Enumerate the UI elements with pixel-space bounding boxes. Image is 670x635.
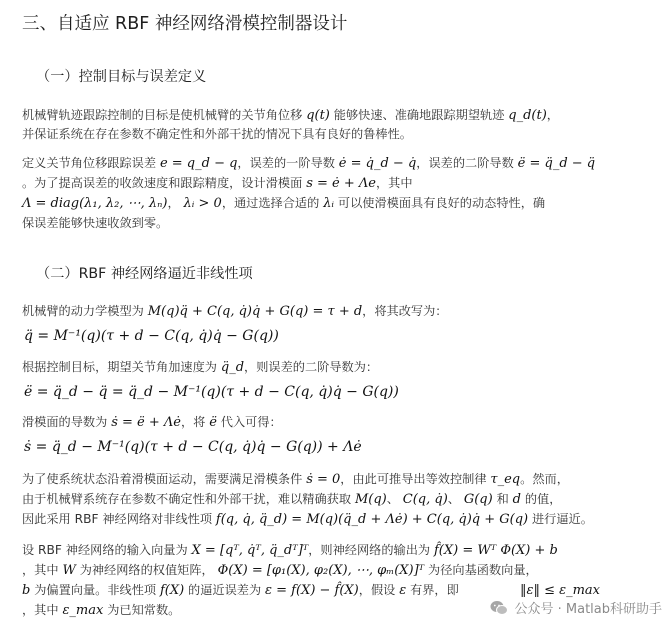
paragraph-rbf-line2 xyxy=(22,562,538,579)
math-lambda: Λ = diag(λ₁, λ₂, ⋯, λₙ) xyxy=(22,196,168,211)
text: ，假设 xyxy=(358,583,396,597)
paragraph-equivalent-line2 xyxy=(22,491,561,508)
paragraph-rbf-line1 xyxy=(22,542,558,559)
math-lambda-i: λᵢ > 0 xyxy=(183,196,222,211)
text: ， xyxy=(167,196,180,210)
paragraph-rbf-line3 xyxy=(22,582,459,599)
math-lambda-i: λᵢ xyxy=(323,196,335,211)
math-fX: f(X) xyxy=(159,583,185,598)
text: 为已知常数。 xyxy=(107,603,181,617)
text: 、 xyxy=(447,492,460,506)
math-C: C(q, q̇) xyxy=(402,492,448,507)
text: 设 RBF 神经网络的输入向量为 xyxy=(22,543,188,557)
math-s-dot-zero: ṡ = 0 xyxy=(306,472,341,487)
text: ，由此可推导出等效控制律 xyxy=(340,472,487,486)
text: ，将 xyxy=(180,415,206,429)
text: 。为了提高误差的收敛速度和跟踪精度，设计滑模面 xyxy=(22,176,303,190)
text: ，则神经网络的输出为 xyxy=(308,543,431,557)
paragraph-goal-line1 xyxy=(22,107,559,124)
math-tau-eq: τ_eq xyxy=(490,472,521,487)
text: 、 xyxy=(386,492,399,506)
text: 为偏置向量。非线性项 xyxy=(34,583,157,597)
text: 。然而， xyxy=(520,472,569,486)
math-bound-text: ‖ε‖ ≤ ε_max xyxy=(520,583,601,598)
text: 为神经网络的权值矩阵， xyxy=(79,563,214,577)
text: ，其中 xyxy=(22,563,59,577)
math-qd: q_d(t) xyxy=(508,108,547,123)
text: 滑模面的导数为 xyxy=(22,415,108,429)
text: ，误差的一阶导数 xyxy=(237,156,335,170)
watermark xyxy=(490,598,662,617)
math-e-ddot: ë = q̈_d − q̈ xyxy=(517,156,596,171)
text: 定义关节角位移跟踪误差 xyxy=(22,156,157,170)
math-sliding-surface: s = ė + Λe xyxy=(306,176,376,191)
math-epsilon: ε xyxy=(399,583,407,598)
paragraph-error-line3 xyxy=(22,195,545,212)
page-title: 三、自适应 RBF 神经网络滑模控制器设计 xyxy=(22,14,348,34)
text: ，误差的二阶导数 xyxy=(416,156,514,170)
paragraph-error-line4: 保误差能够快速收敛到零。 xyxy=(22,216,169,230)
paragraph-rbf-line4 xyxy=(22,602,180,619)
paragraph-dynamics xyxy=(22,303,447,320)
math-e-ddot: ë xyxy=(209,415,217,430)
text: ，其中 xyxy=(22,603,59,617)
paragraph-surface-derivative xyxy=(22,414,282,431)
text: 为了使系统状态沿着滑模面运动，需要满足滑模条件 xyxy=(22,472,303,486)
math-qdd-d: q̈_d xyxy=(220,360,245,375)
paragraph-goal-line2: 并保证系统在存在参数不确定性和外部干扰的情况下具有良好的鲁棒性。 xyxy=(22,127,412,141)
equation-qdd: q̈ = M⁻¹(q)(τ + d − C(q, q̇)q̇ − G(q)) xyxy=(24,328,279,344)
paragraph-error-line2 xyxy=(22,175,413,192)
math-G: G(q) xyxy=(463,492,493,507)
math-b: b xyxy=(22,583,31,598)
text: 根据控制目标，期望关节角加速度为 xyxy=(22,360,217,374)
text: 因此采用 RBF 神经网络对非线性项 xyxy=(22,512,213,526)
text: 可以使滑模面具有良好的动态特性，确 xyxy=(337,196,546,210)
watermark-text: 公众号 · Matlab科研助手 xyxy=(514,602,662,617)
paragraph-equivalent-line3 xyxy=(22,511,593,528)
text: 代入可得： xyxy=(220,415,282,429)
text: ，通过选择合适的 xyxy=(221,196,320,210)
paragraph-desired-accel xyxy=(22,359,378,376)
text: 由于机械臂系统存在参数不确定性和外部干扰，难以精确获取 xyxy=(22,492,352,506)
math-e-dot: ė = q̇_d − q̇ xyxy=(338,156,417,171)
math-W: W xyxy=(62,563,76,578)
math-e: e = q_d − q xyxy=(159,156,238,171)
section2-heading: （二）RBF 神经网络逼近非线性项 xyxy=(36,266,253,282)
math-f-def: f(q, q̇, q̈_d) = M(q)(q̈_d + Λė) + C(q, q̇)q̇ + G(q) xyxy=(215,512,529,527)
text: 机械臂轨迹跟踪控制的目标是使机械臂的关节角位移 xyxy=(22,108,303,122)
math-epsilon-def: ε = f(X) − f̂(X) xyxy=(265,583,359,598)
math-epsilon-bound xyxy=(520,582,600,599)
math-f-hat: f̂(X) = Wᵀ Φ(X) + b xyxy=(434,543,558,558)
math-s-dot: ṡ = ë + Λė xyxy=(111,415,181,430)
text: ，则误差的二阶导数为： xyxy=(244,360,379,374)
math-Phi: Φ(X) = [φ₁(X), φ₂(X), ⋯, φₘ(X)]ᵀ xyxy=(217,563,425,578)
wechat-icon xyxy=(490,600,508,616)
text: 机械臂的动力学模型为 xyxy=(22,304,144,318)
text: 有界，即 xyxy=(410,583,459,597)
text: 能够快速、准确地跟踪期望轨迹 xyxy=(333,108,505,122)
paragraph-equivalent-line1 xyxy=(22,471,569,488)
section1-heading: （一）控制目标与误差定义 xyxy=(36,69,207,85)
text: ，将其改写为： xyxy=(362,304,448,318)
math-epsilon-max: ε_max xyxy=(62,603,104,618)
paragraph-error-line1 xyxy=(22,155,595,172)
math-M: M(q) xyxy=(354,492,387,507)
text: ， xyxy=(546,108,559,122)
equation-s-dot: ṡ = q̈_d − M⁻¹(q)(τ + d − C(q, q̇)q̇ − G(q)) + Λė xyxy=(24,439,362,455)
math-d: d xyxy=(512,492,521,507)
math-X: X = [qᵀ, q̇ᵀ, q̈_dᵀ]ᵀ xyxy=(191,543,309,558)
text: 和 xyxy=(496,492,509,506)
math-q: q(t) xyxy=(306,108,330,123)
text: ，其中 xyxy=(375,176,413,190)
text: 为径向基函数向量， xyxy=(428,563,538,577)
text: 的值， xyxy=(524,492,562,506)
equation-e-ddot: ë = q̈_d − q̈ = q̈_d − M⁻¹(q)(τ + d − C(q, q̇)q̇ − G(q)) xyxy=(24,384,399,400)
text: 的逼近误差为 xyxy=(188,583,262,597)
math-dynamics: M(q)q̈ + C(q, q̇)q̇ + G(q) = τ + d xyxy=(147,304,363,319)
text: 进行逼近。 xyxy=(532,512,593,526)
